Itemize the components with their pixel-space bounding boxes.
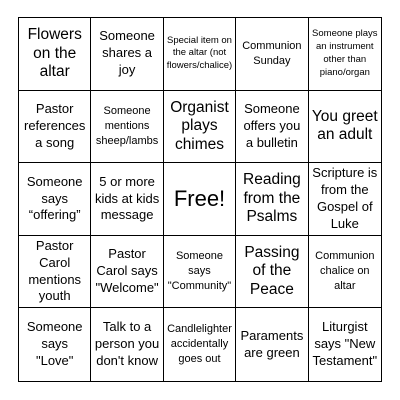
bingo-board — [18, 17, 382, 382]
bingo-cell-text: You greet an adult — [311, 107, 378, 144]
bingo-cell-text: Someone mentions sheep/lambs — [95, 105, 159, 147]
bingo-cell-r1c3[interactable] — [164, 18, 236, 91]
bingo-cell-r5c5[interactable] — [309, 308, 381, 381]
bingo-cell-r1c2[interactable] — [91, 18, 163, 91]
bingo-cell-r5c3[interactable] — [164, 308, 236, 381]
bingo-cell-r2c4[interactable] — [236, 91, 308, 164]
bingo-cell-text: Paraments are green — [240, 327, 304, 360]
bingo-cell-r5c2[interactable] — [91, 308, 163, 381]
bingo-cell-text: Someone says "Community" — [167, 250, 232, 293]
bingo-cell-r4c1[interactable] — [19, 236, 91, 309]
bingo-cell-r2c1[interactable] — [19, 91, 91, 164]
bingo-cell-r3c1[interactable] — [19, 163, 91, 236]
bingo-cell-r4c2[interactable] — [91, 236, 163, 309]
bingo-cell-r2c2[interactable] — [91, 91, 163, 164]
bingo-cell-text: Flowers on the altar — [27, 25, 82, 81]
bingo-cell-r2c3[interactable] — [164, 91, 236, 164]
bingo-cell-r4c5[interactable] — [309, 236, 381, 309]
bingo-cell-text: Free! — [173, 186, 226, 212]
bingo-cell-text: Communion chalice on altar — [315, 250, 375, 293]
bingo-cell-text: Pastor references a song — [23, 101, 86, 150]
bingo-cell-r5c4[interactable] — [236, 308, 308, 381]
bingo-cell-text: Someone says “offering” — [26, 173, 83, 223]
bingo-cell-text: Pastor Carol mentions youth — [28, 237, 82, 304]
bingo-cell-r4c4[interactable] — [236, 236, 308, 309]
bingo-cell-text: Scripture is from the Gospel of Luke — [312, 165, 378, 231]
bingo-cell-text: 5 or more kids at kids message — [94, 173, 160, 223]
bingo-cell-r3c2[interactable] — [91, 163, 163, 236]
bingo-cell-text: Pastor Carol says "Welcome" — [95, 246, 159, 296]
bingo-cell-r3c4[interactable] — [236, 163, 308, 236]
bingo-cell-text: Someone offers you a bulletin — [243, 101, 301, 150]
bingo-cell-text: Special item on the altar (not flowers/chalice) — [166, 34, 233, 72]
bingo-cell-text: Someone plays an instrument other than piano/organ — [312, 28, 378, 78]
bingo-cell-text: Liturgist says "New Testament" — [312, 319, 378, 369]
bingo-cell-text: Someone shares a joy — [99, 28, 155, 78]
bingo-cell-r5c1[interactable] — [19, 308, 91, 381]
bingo-cell-r3c5[interactable] — [309, 163, 381, 236]
bingo-cell-text: Communion Sunday — [242, 39, 302, 67]
bingo-cell-r2c5[interactable] — [309, 91, 381, 164]
bingo-cell-text: Organist plays chimes — [170, 98, 229, 153]
bingo-cell-r1c1[interactable] — [19, 18, 91, 91]
bingo-cell-text: Candlelighter accidentally goes out — [167, 323, 232, 366]
bingo-cell-r1c5[interactable] — [309, 18, 381, 91]
bingo-cell-r1c4[interactable] — [236, 18, 308, 91]
bingo-cell-text: Passing of the Peace — [244, 243, 300, 298]
bingo-cell-r4c3[interactable] — [164, 236, 236, 309]
bingo-cell-text: Talk to a person you don't know — [94, 319, 160, 369]
bingo-cell-free[interactable] — [164, 163, 236, 236]
bingo-cell-text: Reading from the Psalms — [243, 171, 301, 226]
bingo-cell-text: Someone says "Love" — [26, 319, 83, 369]
